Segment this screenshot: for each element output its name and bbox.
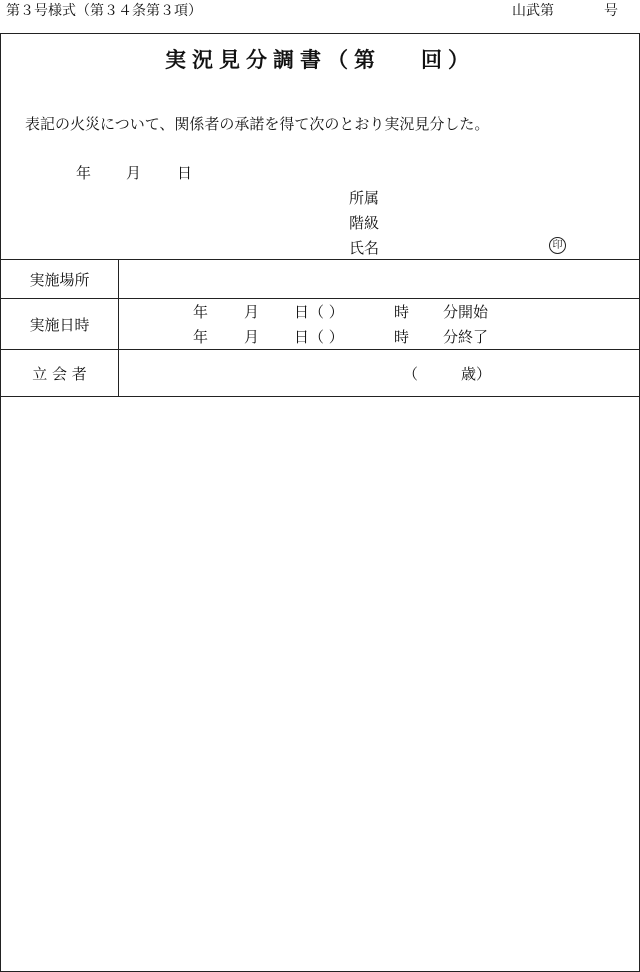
datetime-label: 実施日時 [29, 316, 90, 334]
table-bottom-rule [1, 396, 639, 397]
rank-label: 階級 [349, 214, 380, 232]
end-day: 日（ ） [294, 328, 344, 346]
end-month: 月 [244, 328, 260, 346]
row-divider-2 [1, 349, 639, 350]
title-suffix: 回） [421, 47, 475, 72]
document-title [1, 44, 639, 74]
age-open-paren: （ [403, 365, 419, 383]
serial-prefix: 山武第 [512, 3, 554, 19]
affiliation-label: 所属 [349, 189, 380, 207]
date-year-label: 年 [76, 164, 92, 182]
form-number: 第３号様式（第３４条第３項） [6, 3, 202, 19]
start-year: 年 [193, 303, 209, 321]
age-label: 歳） [461, 365, 492, 383]
serial-suffix: 号 [604, 3, 618, 19]
witness-label: 立 会 者 [32, 365, 87, 383]
start-day: 日（ ） [294, 303, 344, 321]
location-label: 実施場所 [29, 271, 90, 289]
end-minute: 分終了 [443, 328, 489, 346]
end-hour: 時 [394, 328, 410, 346]
end-year: 年 [193, 328, 209, 346]
row-divider-1 [1, 298, 639, 299]
document-frame [0, 33, 640, 972]
table-top-rule [1, 259, 639, 260]
intro-text: 表記の火災について、関係者の承諾を得て次のとおり実況見分した。 [25, 115, 490, 133]
start-month: 月 [244, 303, 260, 321]
date-day-label: 日 [177, 164, 193, 182]
seal-mark: 印 [549, 237, 566, 254]
start-hour: 時 [394, 303, 410, 321]
label-column-rule [118, 259, 119, 396]
start-minute: 分開始 [443, 303, 489, 321]
date-month-label: 月 [126, 164, 142, 182]
title-main: 実況見分調書（第 [165, 47, 381, 72]
name-label: 氏名 [349, 239, 380, 257]
